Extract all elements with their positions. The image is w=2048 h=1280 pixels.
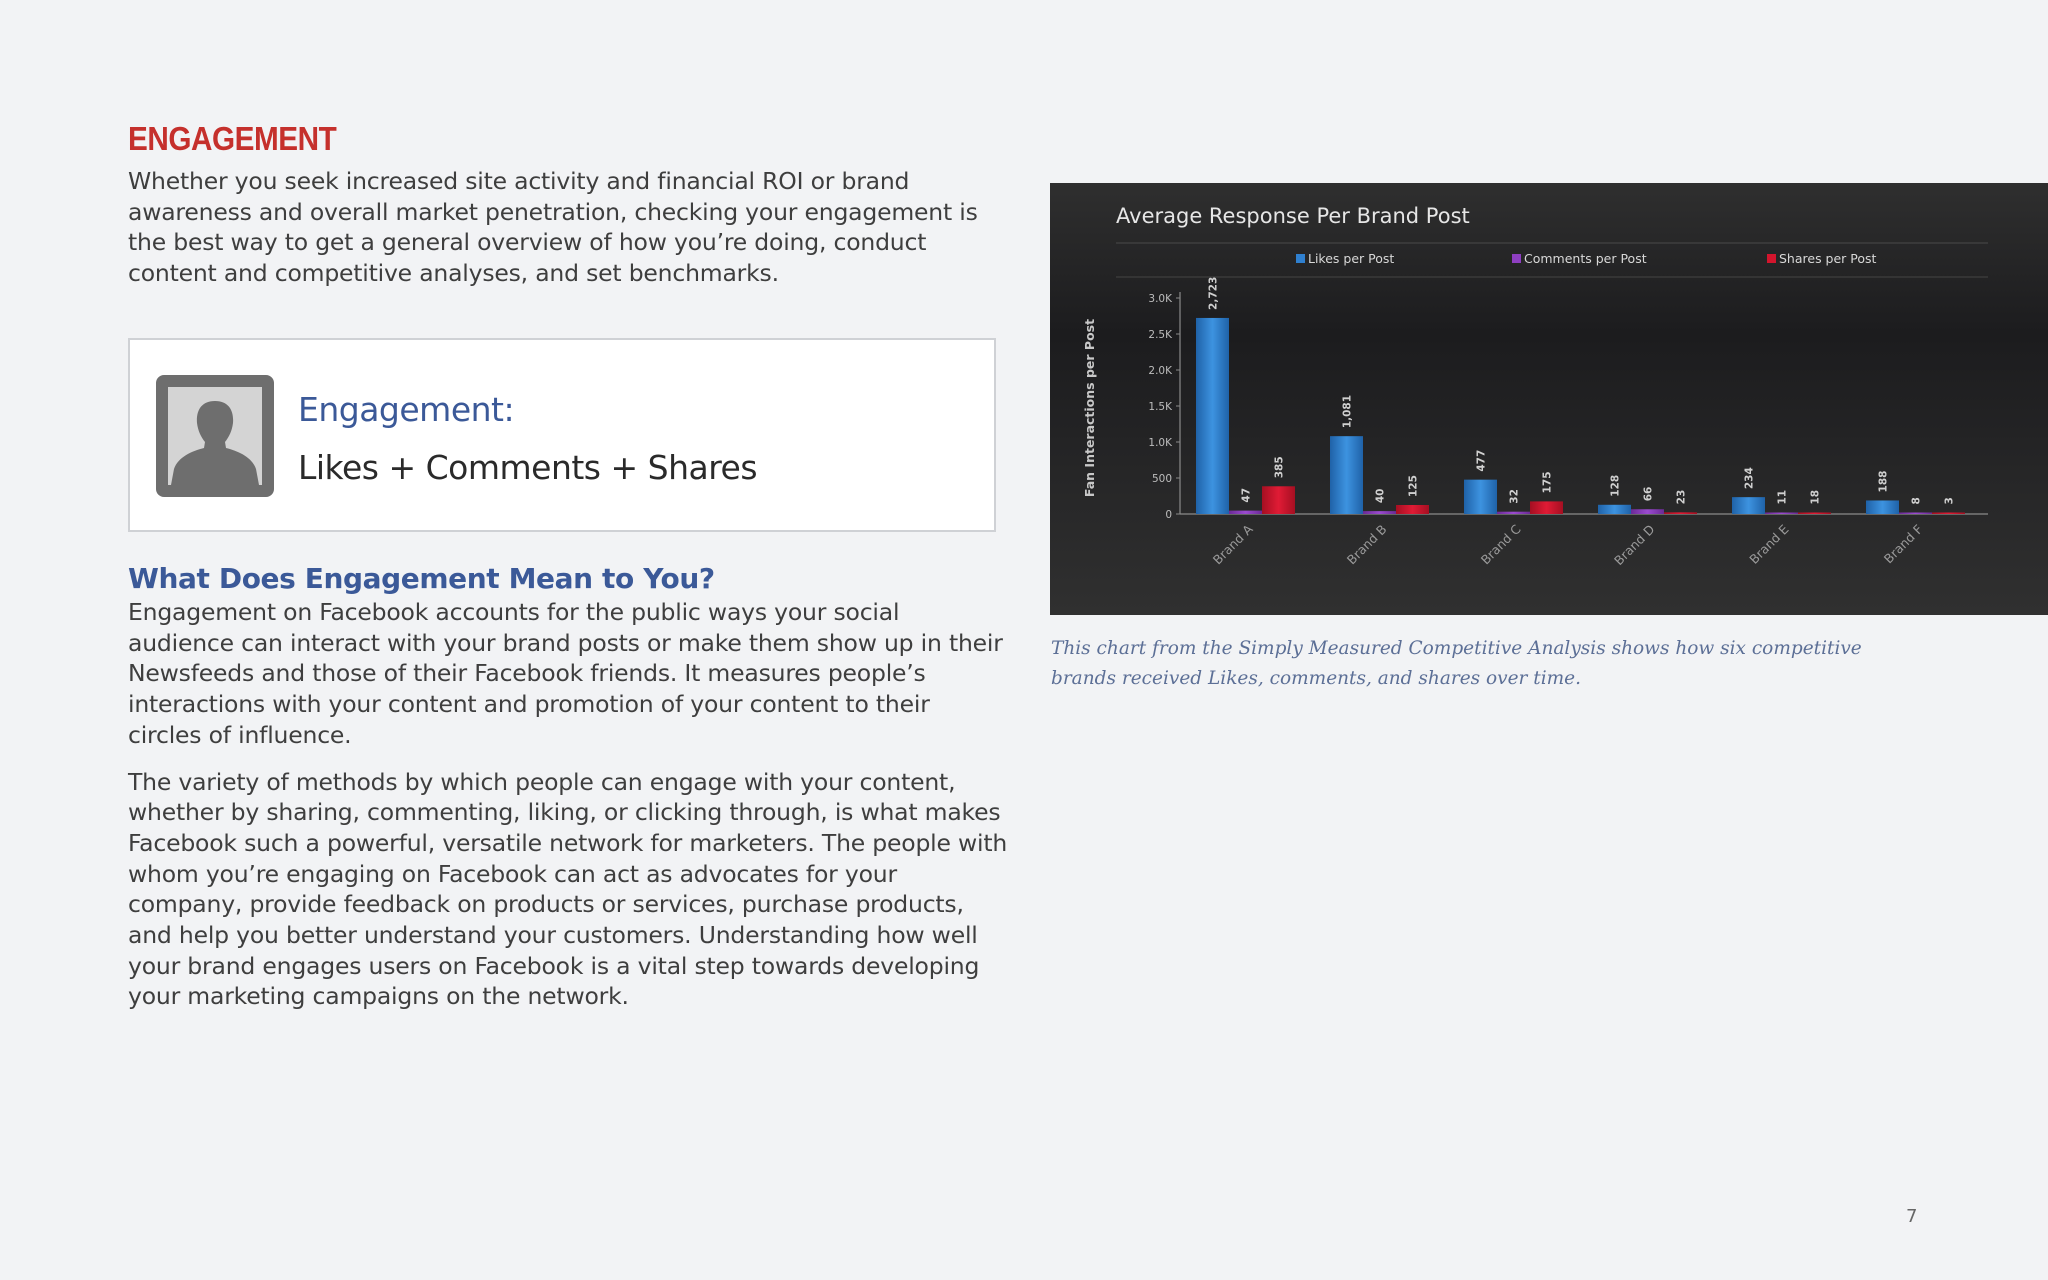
x-tick-label: Brand B: [1343, 521, 1390, 568]
y-tick-label: 500: [1151, 473, 1172, 485]
data-label: 125: [1407, 475, 1420, 497]
legend-swatch: [1296, 254, 1305, 263]
data-label: 385: [1273, 456, 1286, 479]
bar: [1932, 513, 1965, 515]
data-label: 3: [1943, 497, 1956, 505]
y-tick-label: 2.5K: [1148, 329, 1172, 341]
y-axis-label: Fan Interactions per Post: [1082, 318, 1097, 498]
bar: [1530, 501, 1563, 514]
data-label: 32: [1508, 489, 1521, 504]
intro-paragraph: Whether you seek increased site activity and financial ROI or brand awareness and overall market penetration, checking your engagement is the best way to get a general overview of how you’re doing, conduct content and competitive analyses, and set benchmarks.: [128, 167, 978, 288]
body-paragraph-1: Engagement on Facebook accounts for the public ways your social audience can interact with your brand posts or make them show up in their Newsfeeds and those of their Facebook friends. It measures people’s interactions with your content and promotion of your content to their circles of influence.: [128, 598, 1003, 749]
engagement-formula-card: [128, 338, 996, 532]
engagement-bar-chart: [1050, 183, 2048, 615]
person-silhouette-icon: [156, 375, 274, 497]
subsection-heading: What Does Engagement Mean to You?: [128, 562, 715, 595]
data-label: 234: [1743, 467, 1756, 490]
x-tick-label: Brand D: [1611, 521, 1658, 569]
bar: [1664, 512, 1697, 514]
bar: [1330, 436, 1363, 514]
legend-swatch: [1767, 254, 1776, 263]
data-label: 1,081: [1341, 394, 1354, 429]
bar: [1631, 509, 1664, 514]
y-tick-label: 3.0K: [1148, 293, 1172, 305]
x-tick-label: Brand F: [1880, 521, 1926, 567]
engagement-formula: Likes + Comments + Shares: [298, 448, 758, 487]
data-label: 47: [1240, 487, 1253, 503]
legend-label: Likes per Post: [1308, 251, 1395, 266]
data-label: 23: [1675, 489, 1688, 505]
data-label: 188: [1877, 470, 1890, 493]
legend-label: Shares per Post: [1779, 251, 1877, 266]
bar: [1765, 513, 1798, 515]
y-tick-label: 1.0K: [1148, 437, 1172, 449]
chart-title: Average Response Per Brand Post: [1116, 204, 1470, 228]
data-label: 2,723: [1207, 276, 1220, 310]
bar: [1598, 505, 1631, 514]
legend-label: Comments per Post: [1524, 251, 1647, 266]
chart-svg: [1050, 183, 2048, 615]
legend-swatch: [1512, 254, 1521, 263]
bar: [1798, 513, 1831, 515]
x-tick-label: Brand C: [1477, 521, 1524, 568]
data-label: 175: [1541, 471, 1554, 494]
bar: [1262, 486, 1295, 514]
bar: [1363, 511, 1396, 514]
section-heading: ENGAGEMENT: [128, 120, 337, 157]
y-tick-label: 0: [1165, 509, 1172, 521]
data-label: 18: [1809, 489, 1822, 505]
intro-section: [128, 120, 1008, 289]
bar: [1866, 500, 1899, 514]
bar: [1396, 505, 1429, 514]
body-paragraph-2: The variety of methods by which people can engage with your content, whether by sharing, commenting, liking, or clicking through, is what makes Facebook such a powerful, versatile network for marketers. The people with whom you’re engaging on Facebook can act as advocates for your company, provide feedback on products or services, purchase products, and help you better understand your customers. Understanding how well your brand engages users on Facebook is a vital step towards developing your marketing campaigns on the network.: [128, 767, 1008, 1011]
bar: [1196, 318, 1229, 514]
data-label: 11: [1776, 489, 1789, 505]
bar: [1899, 513, 1932, 515]
data-label: 477: [1475, 449, 1488, 472]
bar: [1497, 512, 1530, 514]
x-tick-label: Brand A: [1209, 521, 1256, 568]
data-label: 8: [1910, 497, 1923, 505]
bar: [1732, 497, 1765, 514]
bar: [1464, 480, 1497, 514]
y-tick-label: 1.5K: [1148, 401, 1172, 413]
x-tick-label: Brand E: [1746, 521, 1792, 567]
card-title: Engagement:: [298, 390, 515, 429]
page-number: 7: [1906, 1206, 1918, 1227]
bar: [1229, 511, 1262, 514]
chart-caption: This chart from the Simply Measured Competitive Analysis shows how six competitive brands received Likes, comments, and shares over time.: [1051, 638, 1862, 689]
data-label: 40: [1374, 488, 1387, 504]
engagement-meaning-section: [128, 562, 1008, 1012]
data-label: 66: [1642, 486, 1655, 502]
y-tick-label: 2.0K: [1148, 365, 1172, 377]
data-label: 128: [1609, 474, 1622, 497]
